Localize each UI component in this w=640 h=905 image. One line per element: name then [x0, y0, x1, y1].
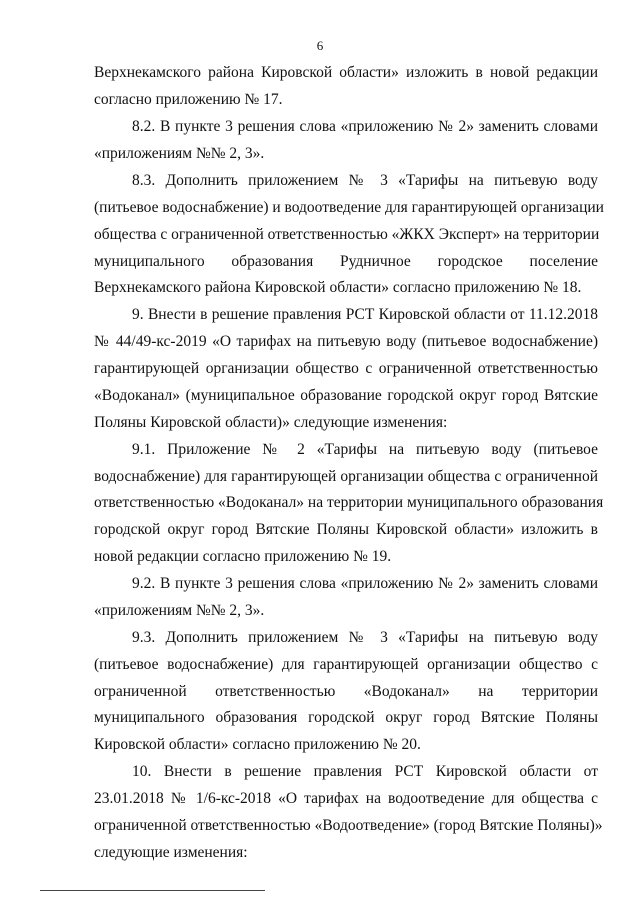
text-line: Кировской области» согласно приложению № 20.	[94, 736, 421, 753]
text-line: Поляны Кировской области)» следующие изменения:	[94, 414, 448, 431]
text-line: 9.2. В пункте 3 решения слова «приложению № 2» заменить словами	[132, 575, 598, 592]
text-line: 8.2. В пункте 3 решения слова «приложению № 2» заменить словами	[132, 118, 598, 135]
text-line: 8.3. Дополнить приложением № 3 «Тарифы на питьевую воду	[132, 172, 598, 189]
text-line: «приложениям №№ 2, 3».	[94, 145, 265, 162]
text-line: ответственностью «Водоканал» на территории муниципального образования	[94, 494, 604, 511]
text-line: (питьевое водоснабжение) для гарантирующей организации общество с	[94, 656, 598, 673]
text-line: муниципального образования Рудничное городское поселение	[94, 253, 598, 270]
text-line: следующие изменения:	[94, 844, 248, 861]
text-line: согласно приложению № 17.	[94, 91, 283, 108]
text-line: водоснабжение) для гарантирующей организации общества с ограниченной	[94, 468, 598, 485]
text-line: «приложениям №№ 2, 3».	[94, 602, 265, 619]
text-line: Верхнекамского района Кировской области» согласно приложению № 18.	[94, 279, 582, 296]
text-line: № 44/49-кс-2019 «О тарифах на питьевую воду (питьевое водоснабжение)	[94, 333, 598, 350]
text-line: «Водоканал» (муниципальное образование городской округ город Вятские	[94, 387, 598, 404]
text-line: городской округ город Вятские Поляны Кировской области» изложить в	[94, 521, 598, 538]
text-line: 23.01.2018 № 1/6-кс-2018 «О тарифах на водоотведение для общества с	[94, 790, 598, 807]
text-line: 9.3. Дополнить приложением № 3 «Тарифы на питьевую воду	[132, 629, 598, 646]
text-line: 10. Внести в решение правления РСТ Кировской области от	[132, 763, 598, 780]
text-line: 9. Внести в решение правления РСТ Кировской области от 11.12.2018	[132, 306, 598, 323]
text-line: ограниченной ответственностью «Водоканал» на территории	[94, 683, 598, 700]
text-line: новой редакции согласно приложению № 19.	[94, 548, 392, 565]
text-line: 9.1. Приложение № 2 «Тарифы на питьевую воду (питьевое	[132, 441, 598, 458]
text-line: гарантирующей организации общество с ограниченной ответственностью	[94, 360, 598, 377]
bottom-divider	[40, 890, 265, 891]
text-line: ограниченной ответственностью «Водоотведение» (город Вятские Поляны)»	[94, 817, 603, 834]
page-number: 6	[316, 38, 324, 53]
text-line: муниципального образования городской округ город Вятские Поляны	[94, 709, 598, 726]
text-line: общества с ограниченной ответственностью «ЖКХ Эксперт» на территории	[94, 226, 600, 243]
text-line: (питьевое водоснабжение) и водоотведение для гарантирующей организации	[94, 199, 604, 216]
text-line: Верхнекамского района Кировской области» изложить в новой редакции	[94, 64, 598, 81]
